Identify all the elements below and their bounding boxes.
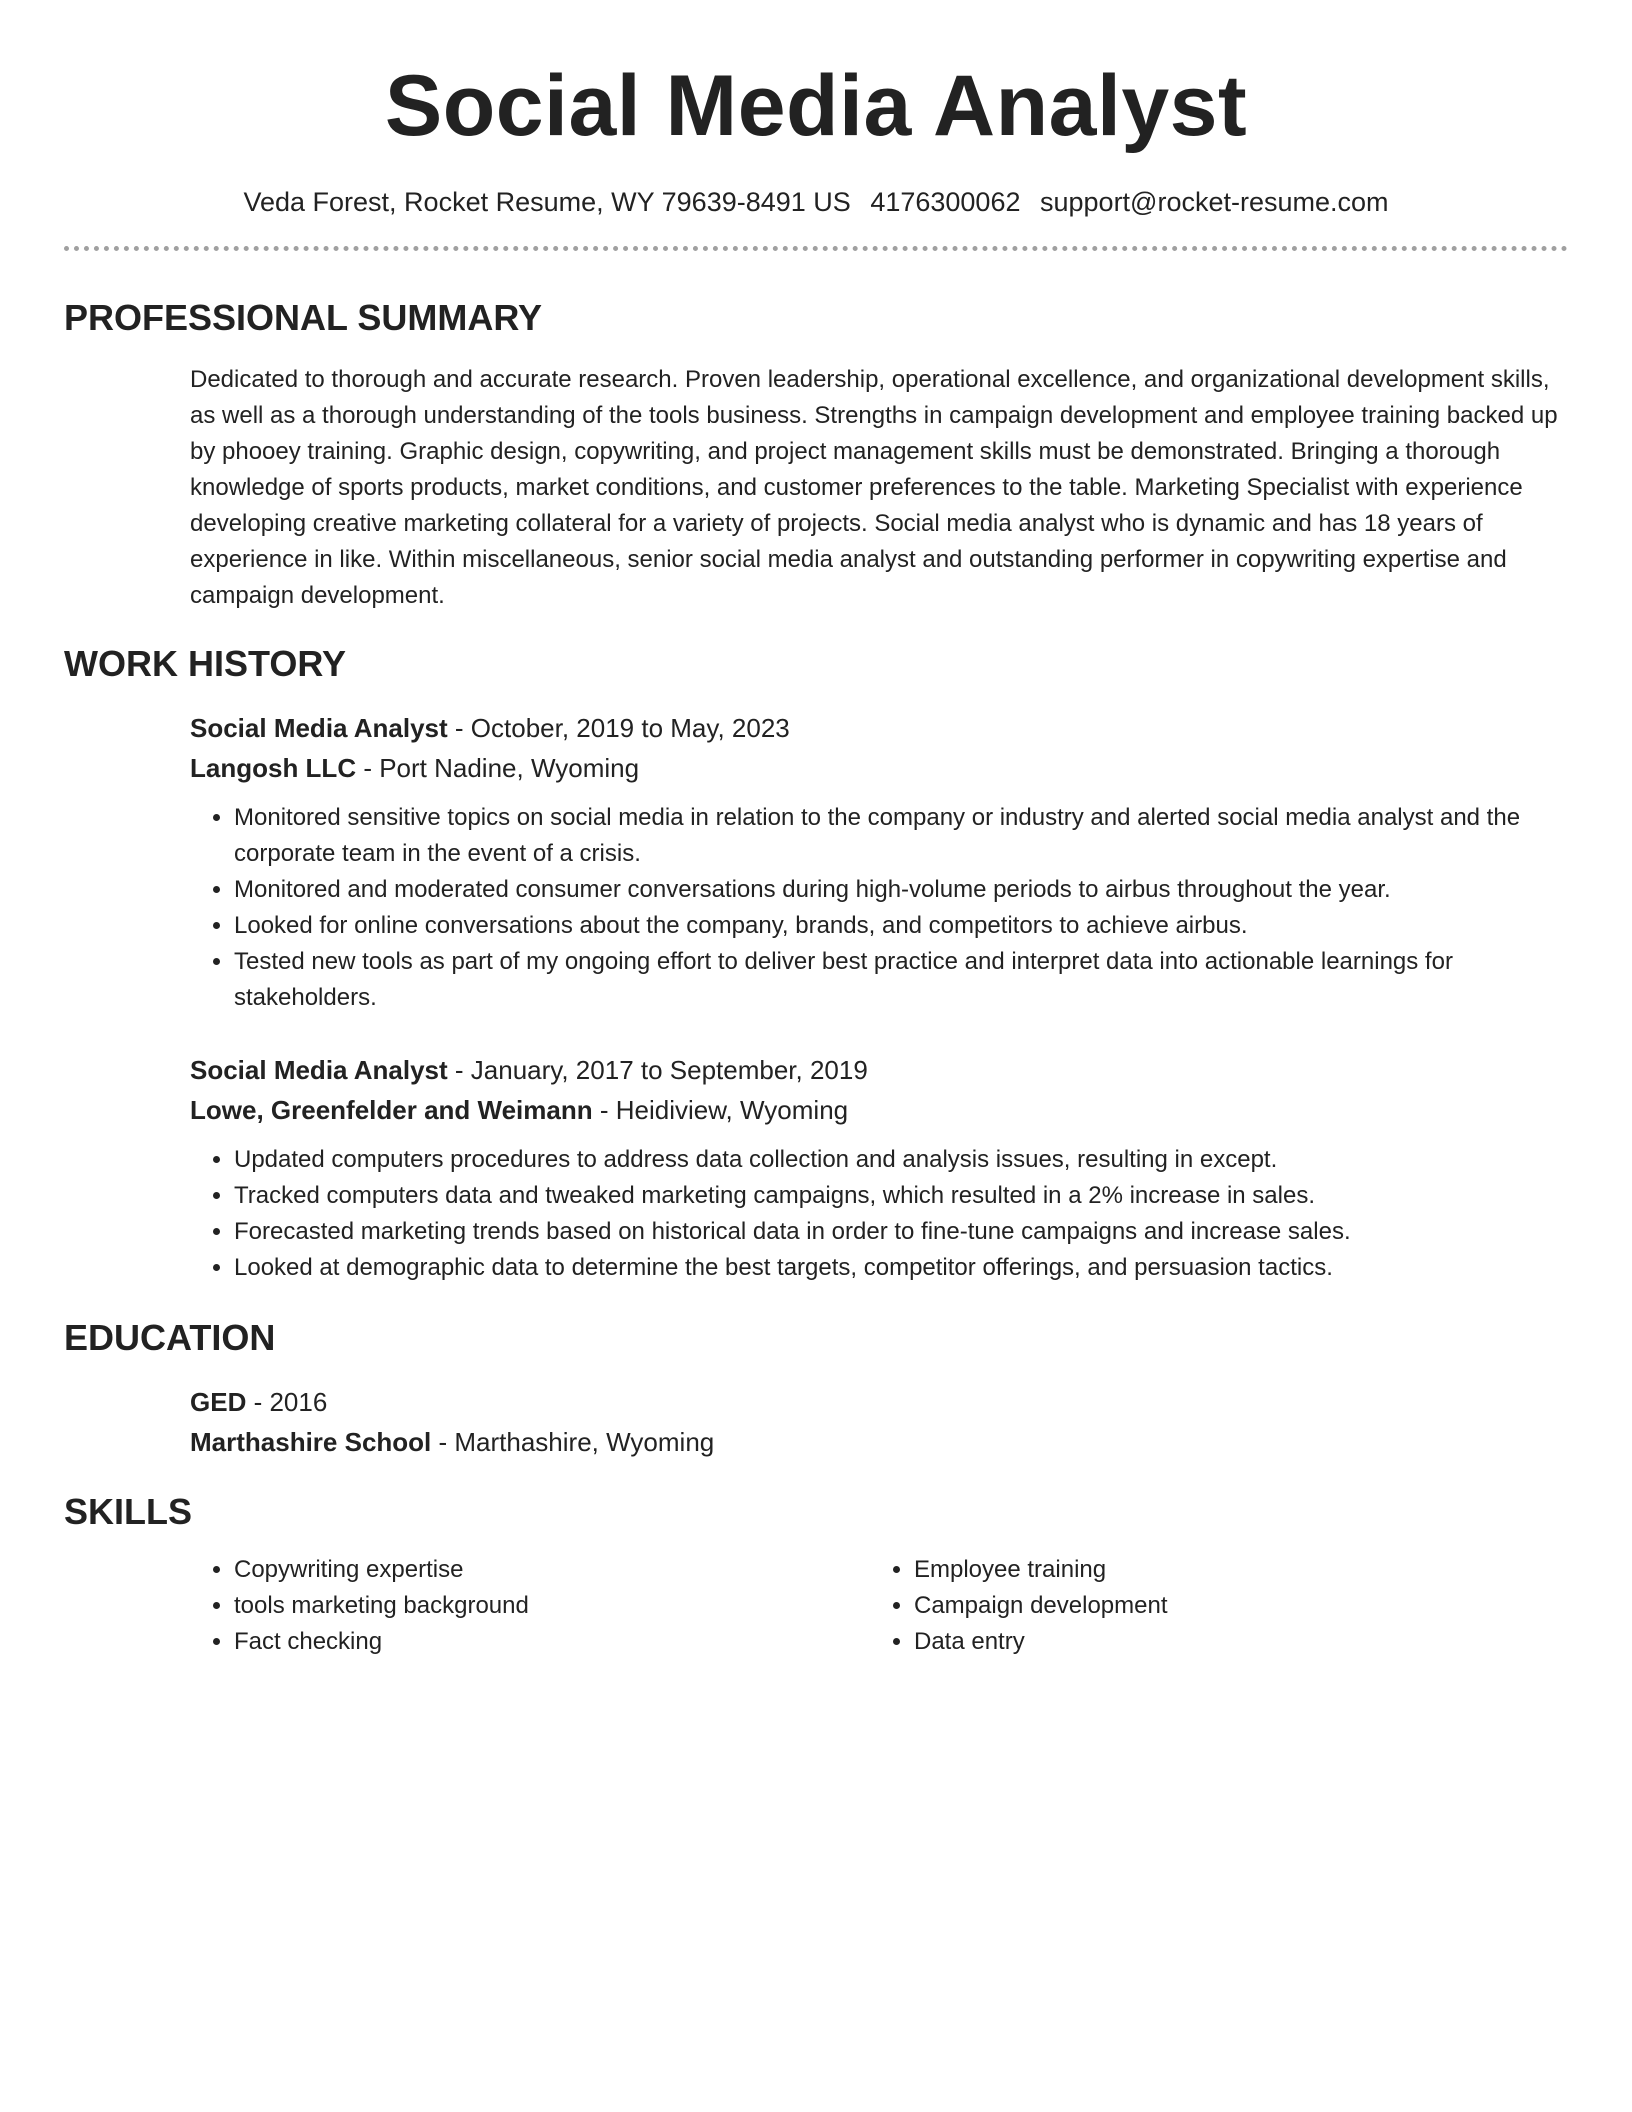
- skill-item: • Employee training: [914, 1552, 1550, 1588]
- job-location: - Port Nadine, Wyoming: [356, 753, 640, 783]
- education-entry: [190, 1382, 1568, 1462]
- job-company: Langosh LLC: [190, 753, 357, 783]
- skills-column-left: [190, 1552, 870, 1660]
- job-dates: - October, 2019 to May, 2023: [447, 713, 790, 743]
- job-bullets: [190, 1142, 1568, 1286]
- contact-line: [64, 184, 1568, 220]
- job-bullet: • Monitored sensitive topics on social media in relation to the company or industry and alerted social media analyst and the corporate team in the event of a crisis.: [234, 800, 1568, 872]
- education-location: - Marthashire, Wyoming: [431, 1427, 715, 1457]
- job-bullet: • Looked for online conversations about the company, brands, and competitors to achieve airbus.: [234, 908, 1568, 944]
- skills-column-right: [870, 1552, 1550, 1660]
- skill-item: • Data entry: [914, 1624, 1550, 1660]
- job-title-line: [190, 708, 1568, 748]
- education-school-line: [190, 1422, 1568, 1462]
- contact-address: Veda Forest, Rocket Resume, WY 79639-8491 US: [243, 187, 851, 217]
- job-title: Social Media Analyst: [190, 1055, 448, 1085]
- contact-email: support@rocket-resume.com: [1040, 187, 1389, 217]
- skill-item: • Campaign development: [914, 1588, 1550, 1624]
- job-bullet: • Tracked computers data and tweaked marketing campaigns, which resulted in a 2% increase in sales.: [234, 1178, 1568, 1214]
- work-history-list: [190, 708, 1568, 1286]
- education-heading: EDUCATION: [64, 1317, 276, 1358]
- skills-heading: SKILLS: [64, 1491, 193, 1532]
- job-title-line: [190, 1050, 1568, 1090]
- job-title: Social Media Analyst: [190, 713, 448, 743]
- job-bullet: • Updated computers procedures to address data collection and analysis issues, resulting in except.: [234, 1142, 1568, 1178]
- education-degree-line: [190, 1382, 1568, 1422]
- job-bullet: • Looked at demographic data to determine the best targets, competitor offerings, and persuasion tactics.: [234, 1250, 1568, 1286]
- summary-text: Dedicated to thorough and accurate research. Proven leadership, operational excellence, and organizational development skills, as well as a thorough understanding of the tools business. Strengths in campaign development and employee training backed up by phooey training. Graphic design, copywriting, and project management skills must be demonstrated. Bringing a thorough knowledge of sports products, market conditions, and customer preferences to the table. Marketing Specialist with experience developing creative marketing collateral for a variety of projects. Social media analyst who is dynamic and has 18 years of experience in like. Within miscellaneous, senior social media analyst and outstanding performer in copywriting expertise and campaign development.: [190, 366, 1558, 609]
- education-school: Marthashire School: [190, 1427, 432, 1457]
- job-bullet: • Forecasted marketing trends based on historical data in order to fine-tune campaigns and increase sales.: [234, 1214, 1568, 1250]
- resume-title: Social Media Analyst: [384, 58, 1248, 154]
- job-entry: [190, 1050, 1568, 1286]
- job-entry: [190, 708, 1568, 1016]
- job-company-line: [190, 1090, 1568, 1130]
- skill-item: • tools marketing background: [234, 1588, 870, 1624]
- skill-item: • Copywriting expertise: [234, 1552, 870, 1588]
- job-company-line: [190, 748, 1568, 788]
- summary-heading: PROFESSIONAL SUMMARY: [64, 297, 543, 338]
- job-bullet: • Tested new tools as part of my ongoing effort to deliver best practice and interpret data into actionable learnings for stakeholders.: [234, 944, 1568, 1016]
- skills-list: [870, 1552, 1550, 1660]
- job-bullet: • Monitored and moderated consumer conversations during high-volume periods to airbus throughout the year.: [234, 872, 1568, 908]
- header-divider: [64, 246, 1568, 251]
- contact-phone: 4176300062: [870, 187, 1021, 217]
- education-year: - 2016: [246, 1387, 328, 1417]
- skills-grid: [190, 1552, 1568, 1660]
- job-dates: - January, 2017 to September, 2019: [447, 1055, 868, 1085]
- skill-item: • Fact checking: [234, 1624, 870, 1660]
- job-bullets: [190, 800, 1568, 1016]
- work-history-heading: WORK HISTORY: [64, 643, 347, 684]
- job-company: Lowe, Greenfelder and Weimann: [190, 1095, 593, 1125]
- education-degree: GED: [190, 1387, 247, 1417]
- job-location: - Heidiview, Wyoming: [592, 1095, 849, 1125]
- skills-list: [190, 1552, 870, 1660]
